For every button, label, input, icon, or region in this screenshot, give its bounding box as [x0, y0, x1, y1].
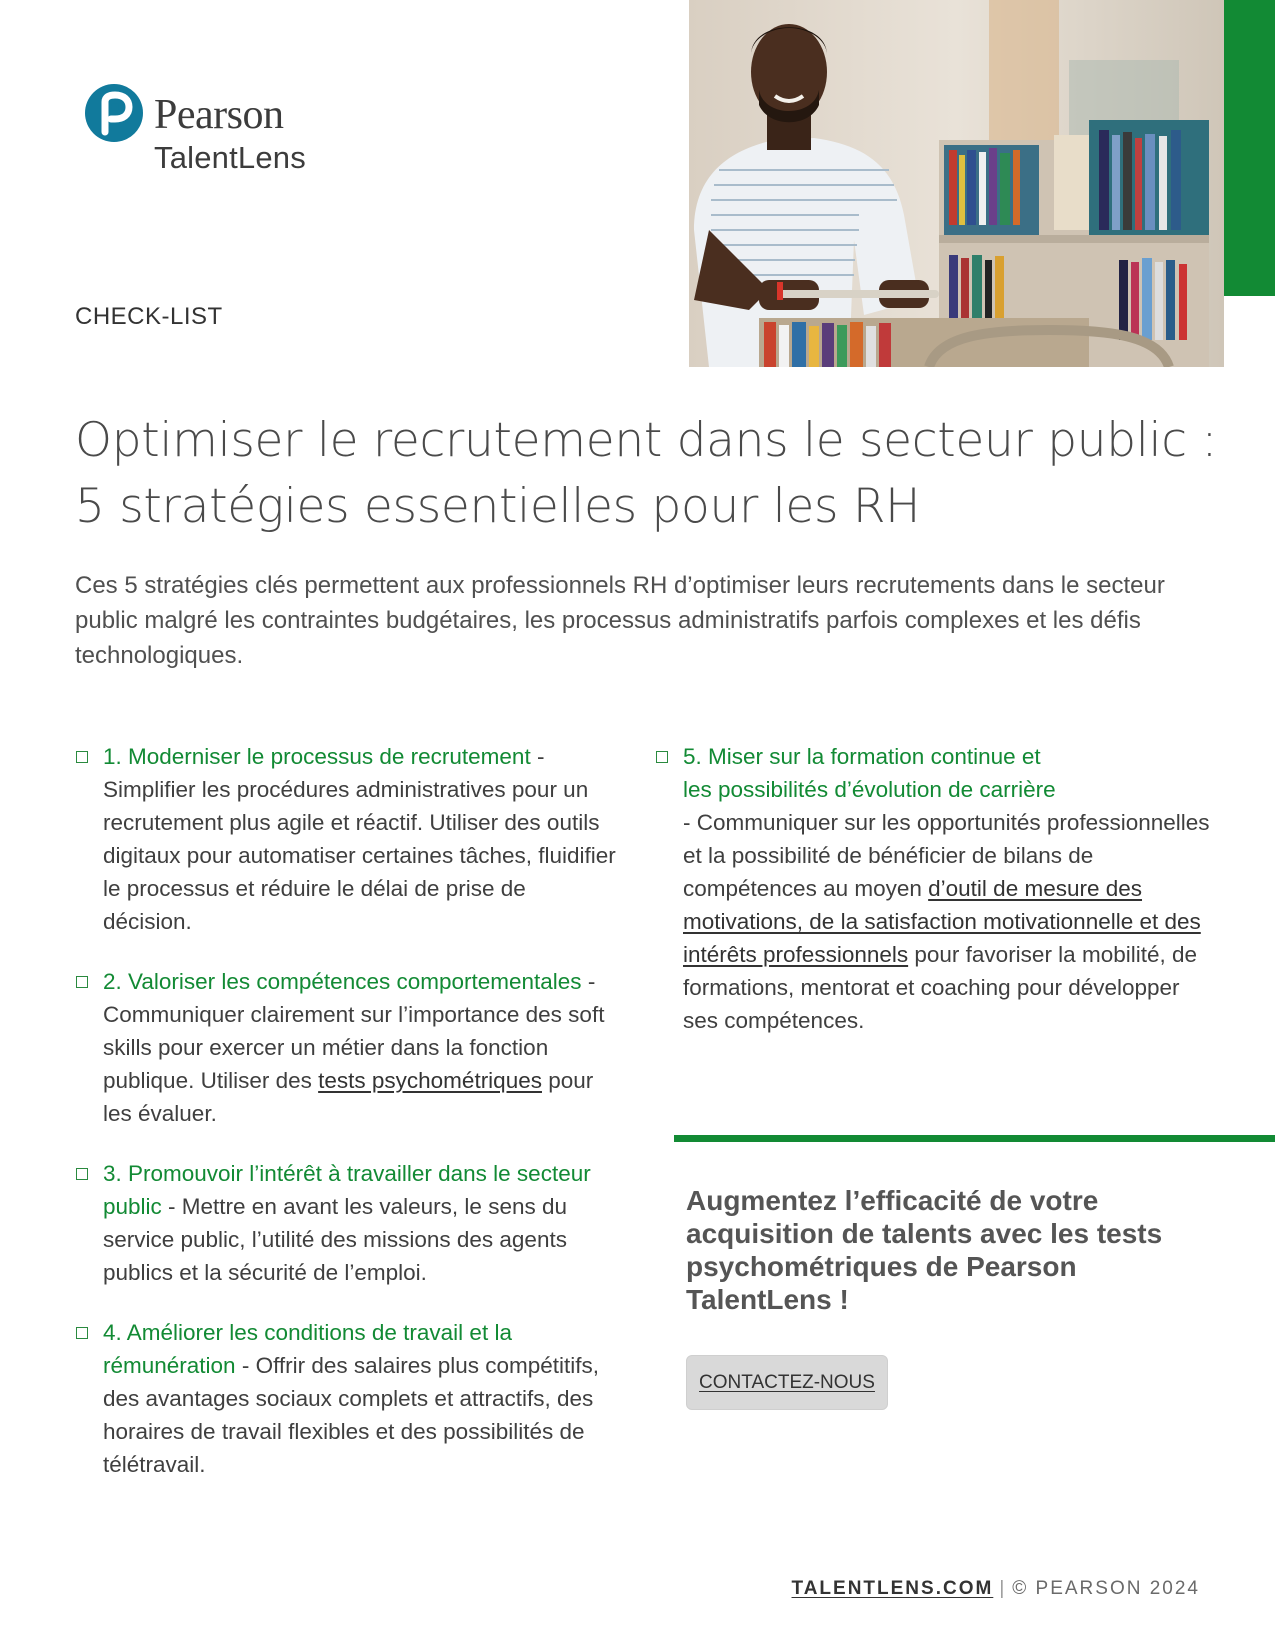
page-title	[75, 408, 1225, 540]
cta-divider	[674, 1135, 1275, 1142]
outil-mesure-motivations-link[interactable]: d’outil de mesure des motivations, de la satisfaction motivationnelle et des intérêts professionnels	[683, 876, 1201, 967]
logo-product-name: TalentLens	[154, 140, 306, 175]
footer-site-link[interactable]: TALENTLENS.COM	[791, 1578, 994, 1599]
pearson-talentlens-logo	[84, 82, 344, 178]
checklist-left-column	[75, 740, 620, 1481]
page-title-line-1: Optimiser le recrutement dans le secteur public :	[75, 413, 1217, 468]
checklist-item-3	[75, 1157, 620, 1289]
checklist-item-4-heading: 4. Améliorer les conditions de travail et la rémunération	[103, 1320, 512, 1378]
man-library-books-icon	[689, 0, 1224, 367]
checklist-item-2-text: - Communiquer clairement sur l’importance des soft skills pour exercer un métier dans la fonction publique. Utiliser des	[103, 969, 605, 1093]
logo-brand-name: Pearson	[154, 92, 284, 138]
checklist-item-5	[655, 740, 1215, 1037]
contact-us-button[interactable]: CONTACTEZ-NOUS	[686, 1355, 888, 1410]
checklist-item-5-tail: pour favoriser la mobilité, de formations, mentorat et coaching pour développer ses compétences.	[683, 942, 1198, 1033]
intro-paragraph: Ces 5 stratégies clés permettent aux professionnels RH d’optimiser leurs recrutements dans le secteur public malgré les contraintes budgétaires, les processus administratifs parfois complexes et les défis technologiques.	[75, 572, 1165, 669]
checklist-item-4	[75, 1316, 620, 1481]
checklist-item-2-tail: pour les évaluer.	[103, 1068, 594, 1126]
checklist-item-4-text: - Offrir des salaires plus compétitifs, des avantages sociaux complets et attractifs, des horaires de travail flexibles et des possibilités de télétravail.	[103, 1353, 600, 1477]
checklist-item-3-heading: 3. Promouvoir l’intérêt à travailler dans le secteur public	[103, 1161, 591, 1219]
footer	[792, 1578, 1201, 1600]
checkbox-icon[interactable]	[656, 751, 668, 763]
checkbox-icon[interactable]	[76, 1327, 88, 1339]
pearson-logo-icon	[84, 82, 144, 148]
checkbox-icon[interactable]	[76, 976, 88, 988]
page-title-line-2: 5 stratégies essentielles pour les RH	[75, 479, 921, 534]
checklist-item-2-heading: 2. Valoriser les compétences comportementales	[103, 969, 582, 994]
checklist-item-3-text: - Mettre en avant les valeurs, le sens du service public, l’utilité des missions des agents publics et la sécurité de l’emploi.	[103, 1194, 567, 1285]
checklist-item-1-text: - Simplifier les procédures administratives pour un recrutement plus agile et réactif. Utiliser des outils digitaux pour automatiser certaines tâches, fluidifier le processus et réduire le délai de prise de décision.	[103, 744, 616, 934]
document-type-label: CHECK-LIST	[75, 303, 223, 330]
checklist-item-2	[75, 965, 620, 1130]
checklist-item-5-heading-line-2: les possibilités d’évolution de carrière	[683, 777, 1056, 802]
checkbox-icon[interactable]	[76, 1168, 88, 1180]
checklist-right-column	[655, 740, 1215, 1037]
checkbox-icon[interactable]	[76, 751, 88, 763]
footer-copyright: © PEARSON 2024	[1012, 1578, 1200, 1599]
checklist-item-1	[75, 740, 620, 938]
cta-heading: Augmentez l’efficacité de votre acquisition de talents avec les tests psychométriques de Pearson TalentLens !	[686, 1185, 1163, 1315]
green-accent-bar	[1224, 0, 1275, 296]
tests-psychometriques-link[interactable]: tests psychométriques	[318, 1068, 542, 1093]
checklist-item-5-text: - Communiquer sur les opportunités professionnelles et la possibilité de bénéficier de bilans de compétences au moyen	[683, 810, 1210, 901]
hero-photo	[689, 0, 1224, 367]
footer-separator: |	[999, 1578, 1007, 1599]
checklist-item-5-heading-line-1: 5. Miser sur la formation continue et	[683, 744, 1041, 769]
checklist-item-1-heading: 1. Moderniser le processus de recrutement	[103, 744, 531, 769]
